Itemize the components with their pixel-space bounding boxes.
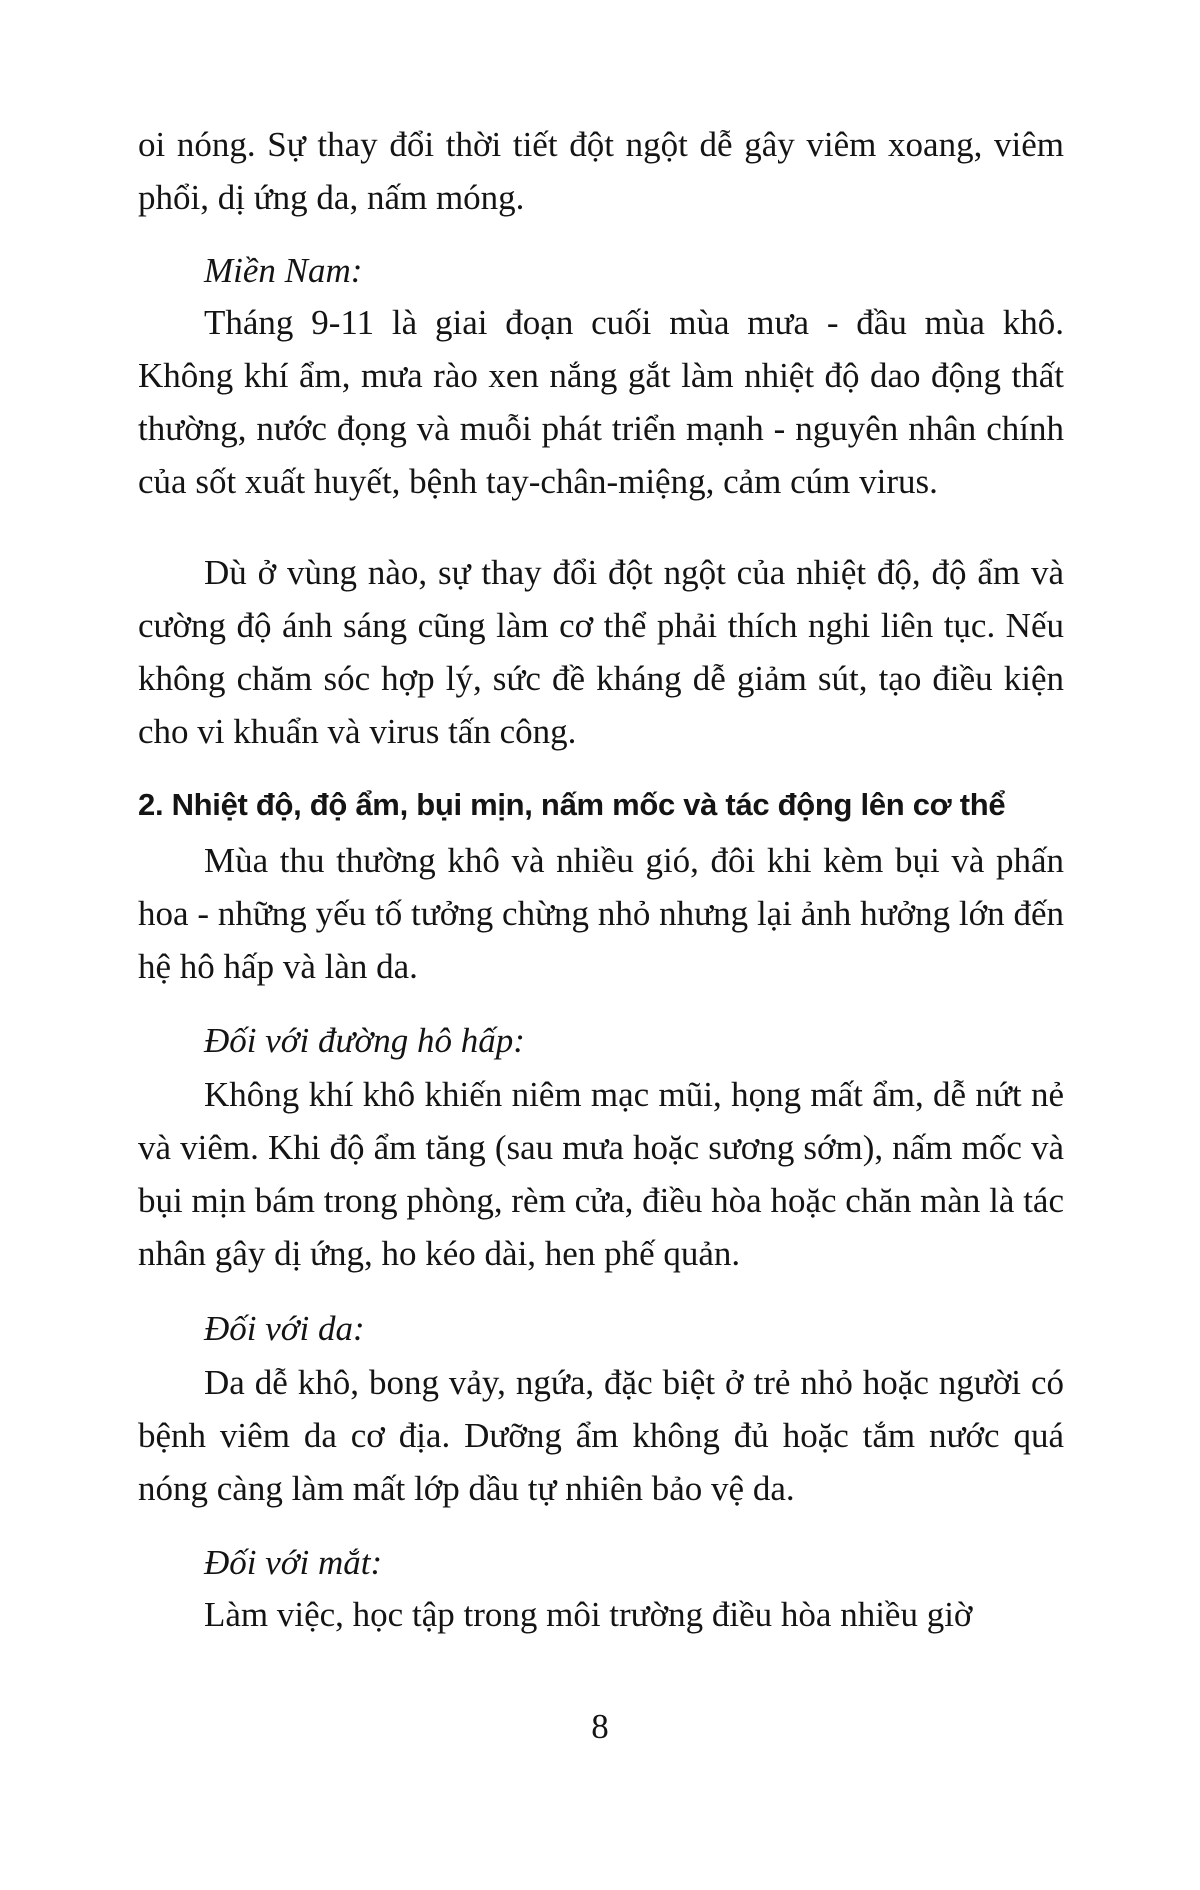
label-skin: Đối với da: [204,1309,365,1348]
paragraph-eyes: Làm việc, học tập trong môi trường điều hòa nhiều giờ [204,1595,973,1634]
paragraph-autumn-intro: Mùa thu thường khô và nhiều gió, đôi khi kèm bụi và phấn hoa - những yếu tố tưởng chừng nhỏ nhưng lại ảnh hưởng lớn đến hệ hô hấp và làn da. [138,841,1064,986]
page-number: 8 [591,1707,609,1746]
label-respiratory: Đối với đường hô hấp: [204,1021,525,1060]
paragraph-continuation: oi nóng. Sự thay đổi thời tiết đột ngột dễ gây viêm xoang, viêm phổi, dị ứng da, nấm móng. [138,125,1064,217]
section-heading: 2. Nhiệt độ, độ ẩm, bụi mịn, nấm mốc và tác động lên cơ thể [138,787,1006,822]
paragraph-summary: Dù ở vùng nào, sự thay đổi đột ngột của nhiệt độ, độ ẩm và cường độ ánh sáng cũng làm cơ thể phải thích nghi liên tục. Nếu không chăm sóc hợp lý, sức đề kháng dễ giảm sút, tạo điều kiện cho vi khuẩn và virus tấn công. [138,553,1064,751]
label-mien-nam: Miền Nam: [204,251,363,290]
label-eyes: Đối với mắt: [204,1543,383,1582]
paragraph-mien-nam: Tháng 9-11 là giai đoạn cuối mùa mưa - đầu mùa khô. Không khí ẩm, mưa rào xen nắng gắt làm nhiệt độ dao động thất thường, nước đọng và muỗi phát triển mạnh - nguyên nhân chính của sốt xuất huyết, bệnh tay-chân-miệng, cảm cúm virus. [138,303,1064,501]
paragraph-respiratory: Không khí khô khiến niêm mạc mũi, họng mất ẩm, dễ nứt nẻ và viêm. Khi độ ẩm tăng (sau mưa hoặc sương sớm), nấm mốc và bụi mịn bám trong phòng, rèm cửa, điều hòa hoặc chăn màn là tác nhân gây dị ứng, ho kéo dài, hen phế quản. [138,1075,1064,1273]
paragraph-skin: Da dễ khô, bong vảy, ngứa, đặc biệt ở trẻ nhỏ hoặc người có bệnh viêm da cơ địa. Dưỡng ẩm không đủ hoặc tắm nước quá nóng càng làm mất lớp dầu tự nhiên bảo vệ da. [138,1363,1064,1508]
